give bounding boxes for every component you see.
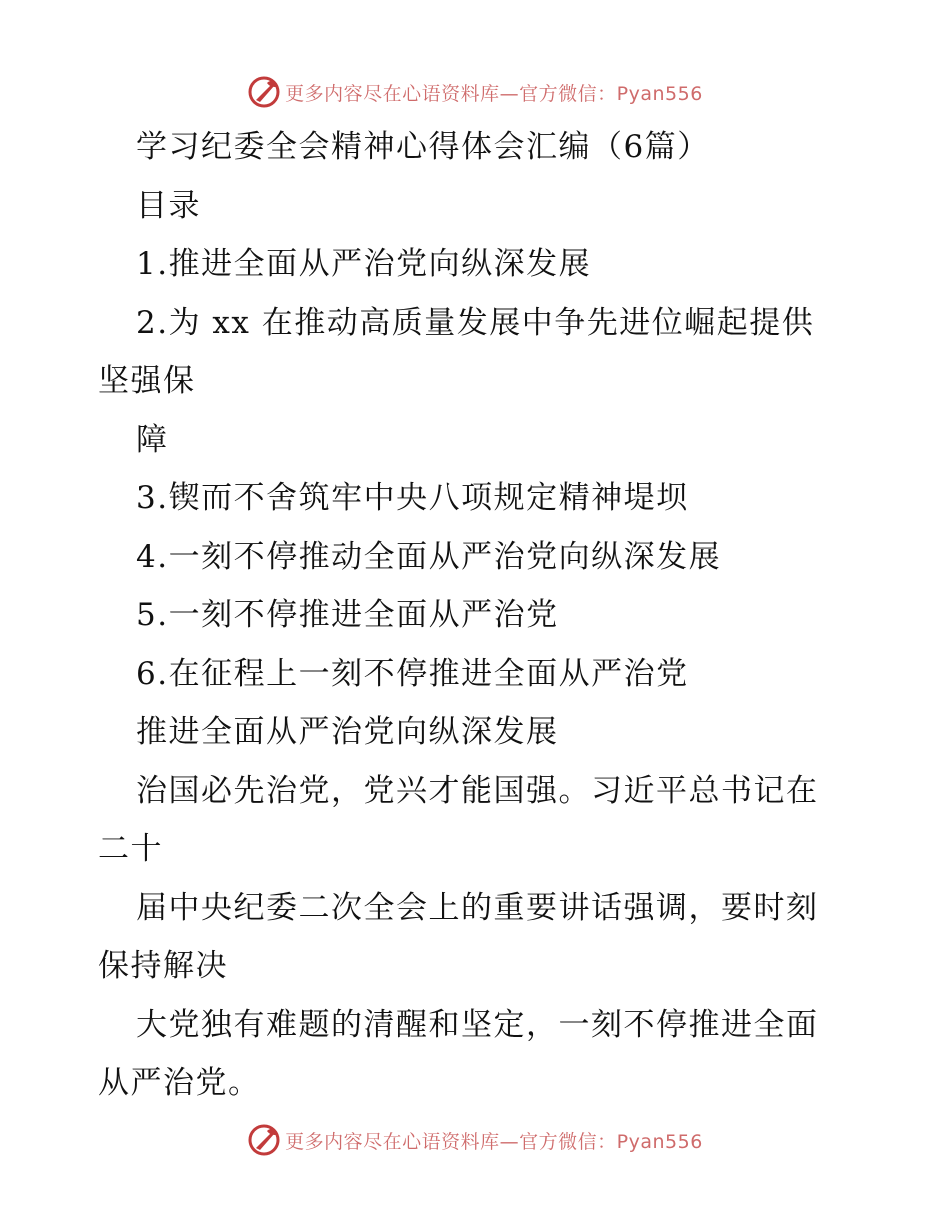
paragraph-line: 治国必先治党，党兴才能国强。习近平总书记在 [136,772,819,809]
paragraph-line: 二十 [98,831,163,867]
toc-item-2-continued-2: 障 [136,421,169,458]
watermark-text: 更多内容尽在心语资料库—官方微信：Pyan556 [285,82,703,105]
paragraph-line: 大党独有难题的清醒和坚定，一刻不停推进全面 [136,1006,819,1043]
toc-item-4: 4.一刻不停推动全面从严治党向纵深发展 [136,538,722,575]
paragraph-line: 届中央纪委二次全会上的重要讲话强调，要时刻 [136,889,819,926]
footer-watermark [0,1120,950,1160]
paragraph-line: 保持解决 [98,948,228,984]
red-quill-logo-icon [247,1123,281,1157]
section-heading: 推进全面从严治党向纵深发展 [136,714,559,750]
header-watermark [0,72,950,112]
toc-item-2-continued: 坚强保 [98,363,196,399]
red-quill-logo-icon [247,75,281,109]
document-body [98,118,858,1113]
toc-heading: 目录 [136,187,201,224]
toc-item-1: 1.推进全面从严治党向纵深发展 [136,246,592,282]
toc-item-2: 2.为 xx 在推动高质量发展中争先进位崛起提供 [136,304,815,341]
watermark-text: 更多内容尽在心语资料库—官方微信：Pyan556 [285,1130,703,1153]
toc-item-5: 5.一刻不停推进全面从严治党 [136,597,559,633]
toc-item-6: 6.在征程上一刻不停推进全面从严治党 [136,655,689,692]
toc-item-3: 3.锲而不舍筑牢中央八项规定精神堤坝 [136,480,689,516]
paragraph-line: 从严治党。 [98,1065,261,1101]
document-title: 学习纪委全会精神心得体会汇编（6篇） [136,129,710,165]
